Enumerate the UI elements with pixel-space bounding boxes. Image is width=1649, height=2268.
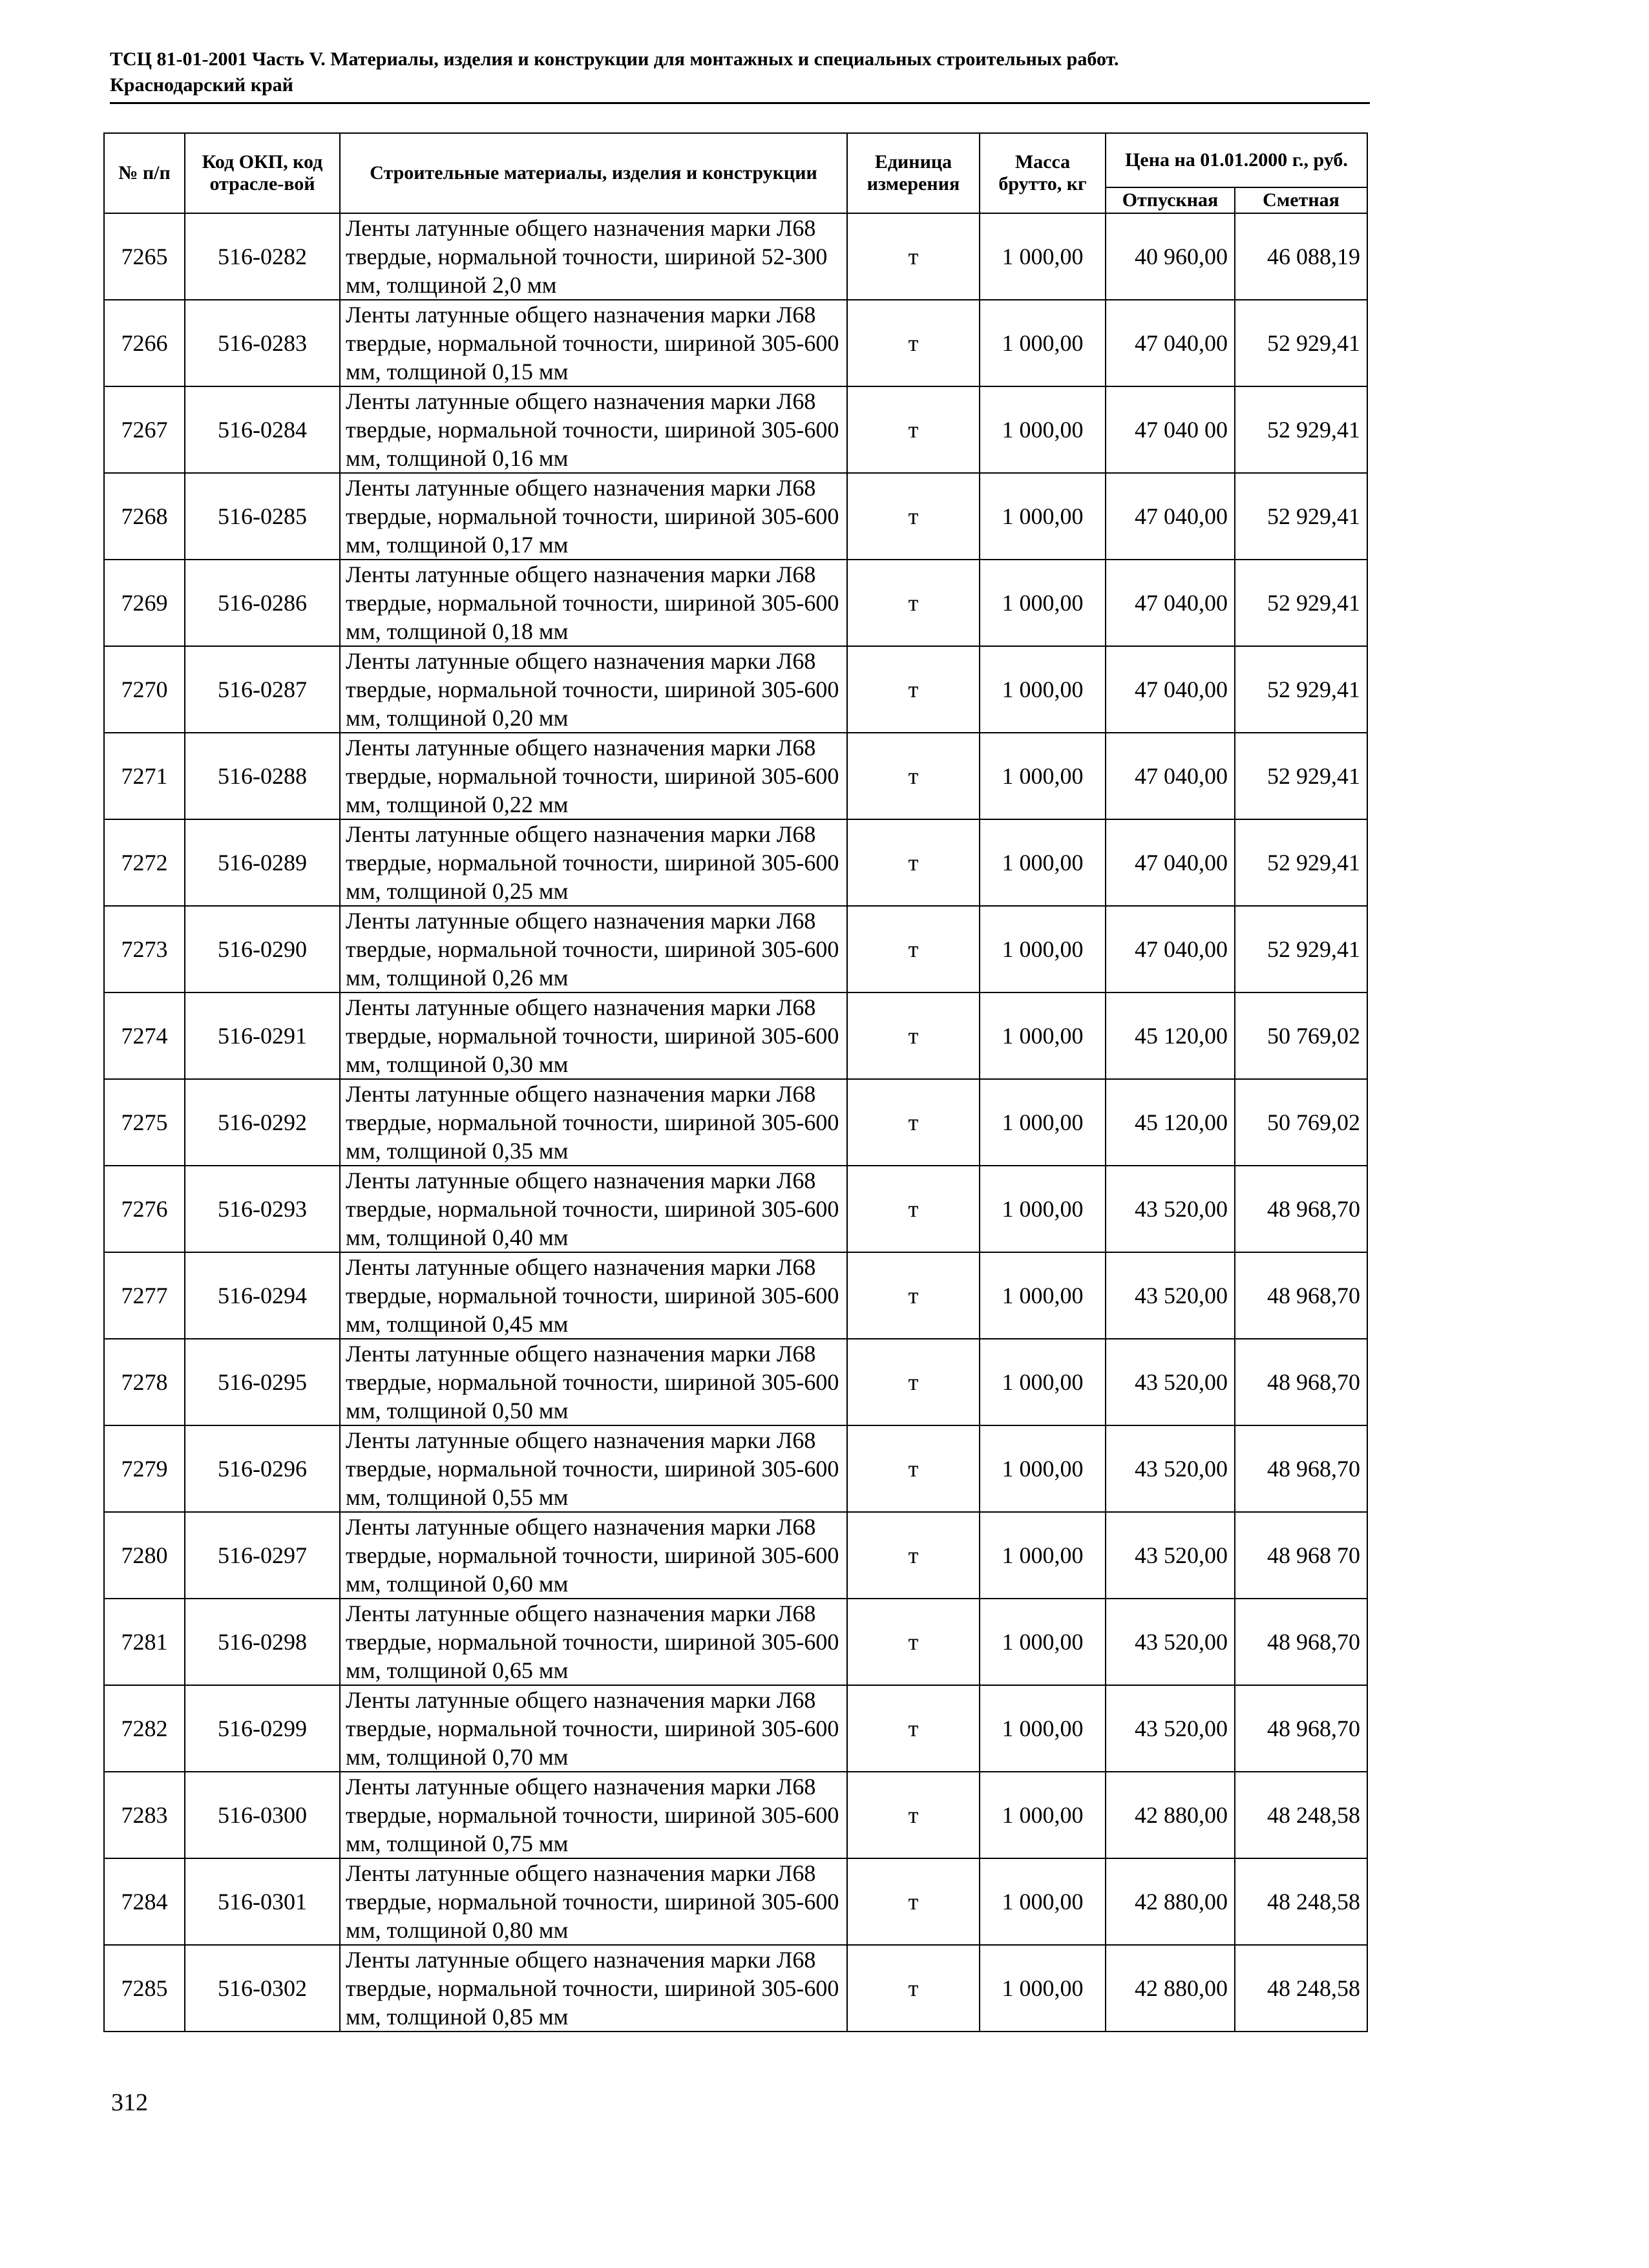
row-code: 516-0294 (185, 1252, 340, 1339)
row-unit: т (847, 733, 980, 819)
table-row (104, 213, 1367, 300)
row-price-release: 47 040,00 (1106, 906, 1235, 992)
row-description: Ленты латунные общего назначения марки Л68 твердые, нормальной точности, шириной 305-600 мм, толщиной 0,55 мм (340, 1425, 847, 1512)
row-code: 516-0287 (185, 646, 340, 733)
row-mass: 1 000,00 (980, 1339, 1106, 1425)
row-mass: 1 000,00 (980, 560, 1106, 646)
row-code: 516-0293 (185, 1166, 340, 1252)
row-description: Ленты латунные общего назначения марки Л68 твердые, нормальной точности, шириной 305-600 мм, толщиной 0,50 мм (340, 1339, 847, 1425)
table-row (104, 906, 1367, 992)
table-row (104, 819, 1367, 906)
row-mass: 1 000,00 (980, 1252, 1106, 1339)
row-unit: т (847, 906, 980, 992)
row-description: Ленты латунные общего назначения марки Л68 твердые, нормальной точности, шириной 305-600 мм, толщиной 0,26 мм (340, 906, 847, 992)
row-price-release: 43 520,00 (1106, 1425, 1235, 1512)
row-price-release: 42 880,00 (1106, 1858, 1235, 1945)
row-unit: т (847, 646, 980, 733)
row-price-release: 47 040,00 (1106, 733, 1235, 819)
row-code: 516-0284 (185, 386, 340, 473)
row-num: 7266 (104, 300, 185, 386)
row-price-release: 42 880,00 (1106, 1945, 1235, 2032)
row-price-estimate: 52 929,41 (1235, 560, 1367, 646)
row-unit: т (847, 1425, 980, 1512)
row-unit: т (847, 1945, 980, 2032)
row-code: 516-0283 (185, 300, 340, 386)
row-price-estimate: 48 248,58 (1235, 1858, 1367, 1945)
table-row (104, 1252, 1367, 1339)
row-code: 516-0289 (185, 819, 340, 906)
row-mass: 1 000,00 (980, 1512, 1106, 1599)
table-row (104, 1945, 1367, 2032)
row-description: Ленты латунные общего назначения марки Л68 твердые, нормальной точности, шириной 305-600 мм, толщиной 0,15 мм (340, 300, 847, 386)
row-price-release: 47 040,00 (1106, 560, 1235, 646)
row-mass: 1 000,00 (980, 1599, 1106, 1685)
row-price-release: 43 520,00 (1106, 1512, 1235, 1599)
row-description: Ленты латунные общего назначения марки Л68 твердые, нормальной точности, шириной 305-600 мм, толщиной 0,18 мм (340, 560, 847, 646)
row-code: 516-0298 (185, 1599, 340, 1685)
row-num: 7271 (104, 733, 185, 819)
row-price-estimate: 48 968,70 (1235, 1685, 1367, 1772)
row-mass: 1 000,00 (980, 819, 1106, 906)
row-mass: 1 000,00 (980, 213, 1106, 300)
row-mass: 1 000,00 (980, 300, 1106, 386)
page-header (110, 47, 1370, 98)
row-mass: 1 000,00 (980, 1858, 1106, 1945)
row-mass: 1 000,00 (980, 1685, 1106, 1772)
row-unit: т (847, 386, 980, 473)
col-header-code: Код ОКП, код отрасле-вой (185, 133, 340, 213)
row-price-release: 43 520,00 (1106, 1339, 1235, 1425)
row-description: Ленты латунные общего назначения марки Л68 твердые, нормальной точности, шириной 305-600 мм, толщиной 0,25 мм (340, 819, 847, 906)
row-price-estimate: 48 248,58 (1235, 1945, 1367, 2032)
row-price-estimate: 48 968,70 (1235, 1166, 1367, 1252)
table-row (104, 300, 1367, 386)
row-num: 7265 (104, 213, 185, 300)
row-description: Ленты латунные общего назначения марки Л68 твердые, нормальной точности, шириной 305-600 мм, толщиной 0,30 мм (340, 992, 847, 1079)
row-num: 7282 (104, 1685, 185, 1772)
row-unit: т (847, 819, 980, 906)
row-description: Ленты латунные общего назначения марки Л68 твердые, нормальной точности, шириной 305-600 мм, толщиной 0,20 мм (340, 646, 847, 733)
row-price-release: 43 520,00 (1106, 1166, 1235, 1252)
table-row (104, 560, 1367, 646)
table-row (104, 1339, 1367, 1425)
row-code: 516-0302 (185, 1945, 340, 2032)
row-description: Ленты латунные общего назначения марки Л68 твердые, нормальной точности, шириной 305-600 мм, толщиной 0,16 мм (340, 386, 847, 473)
row-code: 516-0288 (185, 733, 340, 819)
table-row (104, 733, 1367, 819)
table-row (104, 1425, 1367, 1512)
col-header-price-group: Цена на 01.01.2000 г., руб. (1106, 133, 1367, 187)
row-price-release: 47 040,00 (1106, 300, 1235, 386)
row-num: 7270 (104, 646, 185, 733)
row-unit: т (847, 1339, 980, 1425)
table-row (104, 1599, 1367, 1685)
row-price-estimate: 52 929,41 (1235, 733, 1367, 819)
row-code: 516-0291 (185, 992, 340, 1079)
row-price-release: 45 120,00 (1106, 992, 1235, 1079)
row-description: Ленты латунные общего назначения марки Л68 твердые, нормальной точности, шириной 305-600 мм, толщиной 0,35 мм (340, 1079, 847, 1166)
row-description: Ленты латунные общего назначения марки Л68 твердые, нормальной точности, шириной 52-300 мм, толщиной 2,0 мм (340, 213, 847, 300)
row-price-release: 43 520,00 (1106, 1252, 1235, 1339)
row-num: 7272 (104, 819, 185, 906)
table-row (104, 386, 1367, 473)
row-price-estimate: 52 929,41 (1235, 300, 1367, 386)
table-row (104, 473, 1367, 560)
row-unit: т (847, 1599, 980, 1685)
row-code: 516-0290 (185, 906, 340, 992)
row-price-estimate: 46 088,19 (1235, 213, 1367, 300)
row-mass: 1 000,00 (980, 1079, 1106, 1166)
row-code: 516-0301 (185, 1858, 340, 1945)
table-row (104, 1772, 1367, 1858)
row-unit: т (847, 300, 980, 386)
header-rule (110, 102, 1370, 104)
col-header-price-release: Отпускная (1106, 187, 1235, 213)
row-price-estimate: 50 769,02 (1235, 992, 1367, 1079)
row-price-estimate: 52 929,41 (1235, 819, 1367, 906)
row-num: 7269 (104, 560, 185, 646)
row-price-estimate: 52 929,41 (1235, 386, 1367, 473)
row-price-estimate: 48 968,70 (1235, 1339, 1367, 1425)
row-code: 516-0296 (185, 1425, 340, 1512)
row-description: Ленты латунные общего назначения марки Л68 твердые, нормальной точности, шириной 305-600 мм, толщиной 0,70 мм (340, 1685, 847, 1772)
row-code: 516-0286 (185, 560, 340, 646)
col-header-mass: Масса брутто, кг (980, 133, 1106, 213)
table-row (104, 1858, 1367, 1945)
row-unit: т (847, 213, 980, 300)
row-unit: т (847, 1512, 980, 1599)
row-price-estimate: 48 968,70 (1235, 1252, 1367, 1339)
row-num: 7267 (104, 386, 185, 473)
row-price-release: 47 040 00 (1106, 386, 1235, 473)
row-num: 7273 (104, 906, 185, 992)
row-unit: т (847, 1858, 980, 1945)
price-table-head (104, 133, 1367, 213)
row-mass: 1 000,00 (980, 473, 1106, 560)
row-num: 7268 (104, 473, 185, 560)
row-price-release: 43 520,00 (1106, 1599, 1235, 1685)
row-price-estimate: 48 968,70 (1235, 1599, 1367, 1685)
row-code: 516-0295 (185, 1339, 340, 1425)
row-mass: 1 000,00 (980, 733, 1106, 819)
row-description: Ленты латунные общего назначения марки Л68 твердые, нормальной точности, шириной 305-600 мм, толщиной 0,45 мм (340, 1252, 847, 1339)
row-num: 7274 (104, 992, 185, 1079)
table-row (104, 1079, 1367, 1166)
row-code: 516-0297 (185, 1512, 340, 1599)
table-row (104, 992, 1367, 1079)
table-row (104, 646, 1367, 733)
row-mass: 1 000,00 (980, 646, 1106, 733)
row-unit: т (847, 1252, 980, 1339)
col-header-num: № п/п (104, 133, 185, 213)
row-price-estimate: 52 929,41 (1235, 473, 1367, 560)
row-code: 516-0292 (185, 1079, 340, 1166)
row-description: Ленты латунные общего назначения марки Л68 твердые, нормальной точности, шириной 305-600 мм, толщиной 0,17 мм (340, 473, 847, 560)
row-mass: 1 000,00 (980, 1425, 1106, 1512)
row-description: Ленты латунные общего назначения марки Л68 твердые, нормальной точности, шириной 305-600 мм, толщиной 0,65 мм (340, 1599, 847, 1685)
table-row (104, 1685, 1367, 1772)
page-number: 312 (111, 2089, 148, 2116)
row-num: 7281 (104, 1599, 185, 1685)
row-description: Ленты латунные общего назначения марки Л68 твердые, нормальной точности, шириной 305-600 мм, толщиной 0,60 мм (340, 1512, 847, 1599)
row-unit: т (847, 560, 980, 646)
row-num: 7277 (104, 1252, 185, 1339)
row-price-release: 40 960,00 (1106, 213, 1235, 300)
table-row (104, 1166, 1367, 1252)
row-unit: т (847, 1166, 980, 1252)
row-price-release: 47 040,00 (1106, 819, 1235, 906)
col-header-price-estimate: Сметная (1235, 187, 1367, 213)
row-code: 516-0282 (185, 213, 340, 300)
row-mass: 1 000,00 (980, 1945, 1106, 2032)
col-header-name: Строительные материалы, изделия и конструкции (340, 133, 847, 213)
row-num: 7284 (104, 1858, 185, 1945)
price-table-body (104, 213, 1367, 2032)
row-unit: т (847, 473, 980, 560)
header-title: ТСЦ 81-01-2001 Часть V. Материалы, изделия и конструкции для монтажных и специальных строительных работ. (110, 48, 1119, 70)
row-description: Ленты латунные общего назначения марки Л68 твердые, нормальной точности, шириной 305-600 мм, толщиной 0,80 мм (340, 1858, 847, 1945)
row-mass: 1 000,00 (980, 1166, 1106, 1252)
row-num: 7279 (104, 1425, 185, 1512)
row-price-estimate: 48 248,58 (1235, 1772, 1367, 1858)
table-row (104, 1512, 1367, 1599)
row-description: Ленты латунные общего назначения марки Л68 твердые, нормальной точности, шириной 305-600 мм, толщиной 0,22 мм (340, 733, 847, 819)
header-region: Краснодарский край (110, 74, 293, 96)
row-description: Ленты латунные общего назначения марки Л68 твердые, нормальной точности, шириной 305-600 мм, толщиной 0,85 мм (340, 1945, 847, 2032)
row-code: 516-0299 (185, 1685, 340, 1772)
row-mass: 1 000,00 (980, 906, 1106, 992)
row-num: 7276 (104, 1166, 185, 1252)
price-table (103, 132, 1368, 2032)
row-price-release: 42 880,00 (1106, 1772, 1235, 1858)
row-price-estimate: 52 929,41 (1235, 906, 1367, 992)
row-price-release: 47 040,00 (1106, 646, 1235, 733)
row-mass: 1 000,00 (980, 386, 1106, 473)
row-num: 7280 (104, 1512, 185, 1599)
row-price-estimate: 48 968 70 (1235, 1512, 1367, 1599)
row-mass: 1 000,00 (980, 1772, 1106, 1858)
col-header-unit: Единица измерения (847, 133, 980, 213)
row-price-release: 47 040,00 (1106, 473, 1235, 560)
row-price-estimate: 52 929,41 (1235, 646, 1367, 733)
row-code: 516-0285 (185, 473, 340, 560)
row-unit: т (847, 992, 980, 1079)
row-num: 7285 (104, 1945, 185, 2032)
row-price-release: 45 120,00 (1106, 1079, 1235, 1166)
row-code: 516-0300 (185, 1772, 340, 1858)
row-price-release: 43 520,00 (1106, 1685, 1235, 1772)
row-mass: 1 000,00 (980, 992, 1106, 1079)
row-description: Ленты латунные общего назначения марки Л68 твердые, нормальной точности, шириной 305-600 мм, толщиной 0,40 мм (340, 1166, 847, 1252)
row-unit: т (847, 1079, 980, 1166)
row-price-estimate: 48 968,70 (1235, 1425, 1367, 1512)
row-description: Ленты латунные общего назначения марки Л68 твердые, нормальной точности, шириной 305-600 мм, толщиной 0,75 мм (340, 1772, 847, 1858)
row-unit: т (847, 1685, 980, 1772)
row-num: 7283 (104, 1772, 185, 1858)
row-num: 7275 (104, 1079, 185, 1166)
row-price-estimate: 50 769,02 (1235, 1079, 1367, 1166)
row-num: 7278 (104, 1339, 185, 1425)
row-unit: т (847, 1772, 980, 1858)
